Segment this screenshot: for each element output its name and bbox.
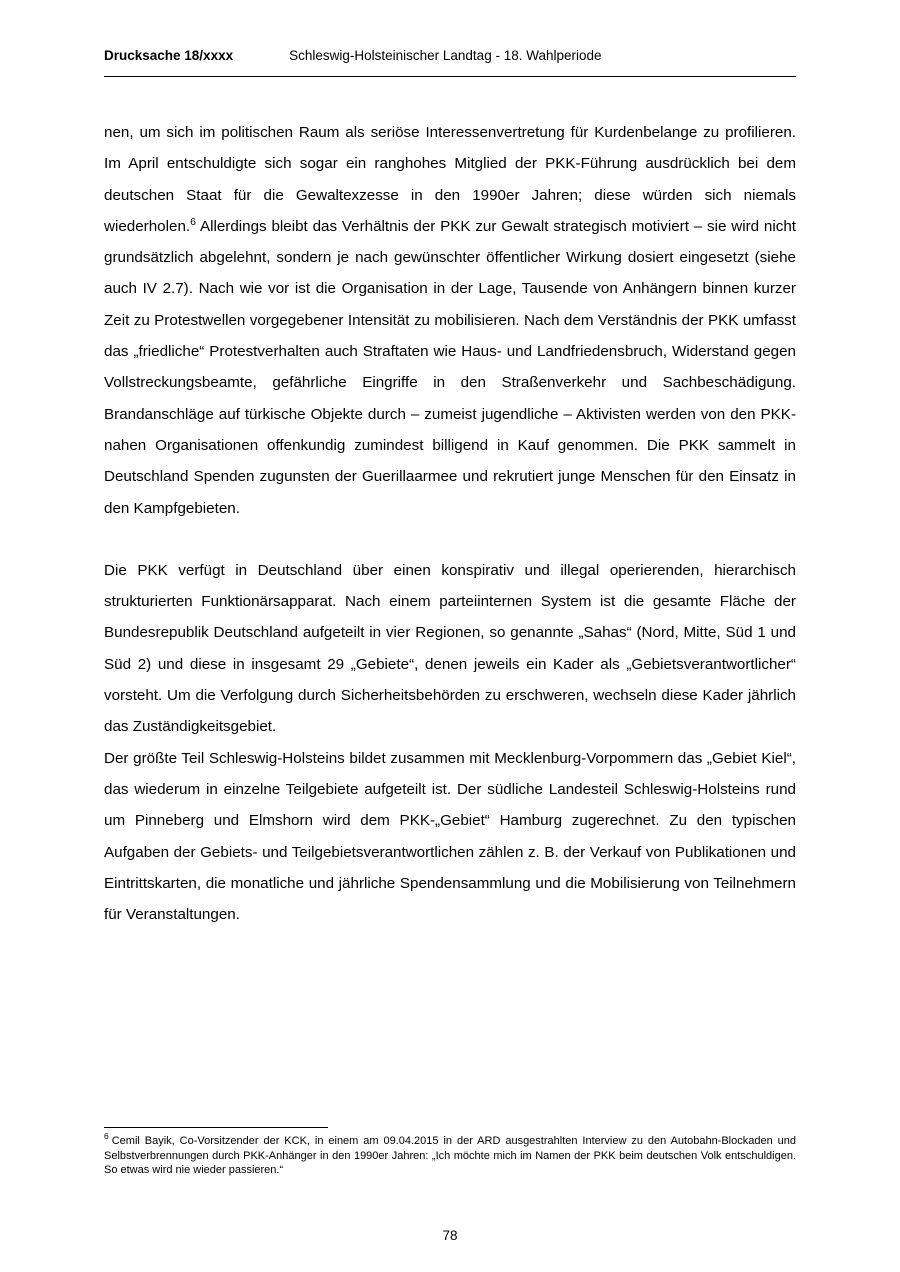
footnote-number: 6 — [104, 1131, 109, 1142]
paragraph-text-part-1: nen, um sich im politischen Raum als seriöse Interessenvertretung für Kurdenbelange zu profilieren. Im April entschuldigte sich sogar ein ranghohes Mitglied der PKK-Führung ausdrücklich bei dem deutschen Staat für die Gewaltexzesse in den 1990er Jahren; diese würden sich niemals wiederholen. — [104, 124, 796, 235]
page-number: 78 — [442, 1228, 458, 1243]
footnote-reference-marker: 6 — [190, 215, 196, 228]
paragraph-gebiet-kiel: Der größte Teil Schleswig-Holsteins bildet zusammen mit Mecklenburg-Vorpommern das „Gebiet Kiel“, das wiederum in einzelne Teilgebiete aufgeteilt ist. Der südliche Landesteil Schleswig-Holsteins rund um Pinneberg und Elmshorn wird dem PKK-„Gebiet“ Hamburg zugerechnet. Zu den typischen Aufgaben der Gebiets- und Teilgebietsverantwortlichen zählen z. B. der Verkauf von Publikationen und Eintrittskarten, die monatliche und jährliche Spendensammlung und die Mobilisierung von Teilnehmern für Veranstaltungen. — [104, 749, 796, 924]
page-header — [104, 48, 796, 63]
paragraph-continuation — [104, 117, 796, 524]
paragraph-text-part-2: Allerdings bleibt das Verhältnis der PKK zur Gewalt strategisch motiviert – sie wird nicht grundsätzlich abgelehnt, sondern je nach gewünschter öffentlicher Wirkung dosiert eingesetzt (siehe auch IV 2.7). Nach wie vor ist die Organisation in der Lage, Tausende von Anhängern binnen kurzer Zeit zu Protestwellen vorgegebener Intensität zu mobilisieren. Nach dem Verständnis der PKK umfasst das „friedliche“ Protestverhalten auch Straftaten wie Haus- und Landfriedensbruch, Widerstand gegen Vollstreckungsbeamte, gefährliche Eingriffe in den Straßenverkehr und Sachbeschädigung. Brandanschläge auf türkische Objekte durch – zumeist jugendliche – Aktivisten werden von den PKK-nahen Organisationen offenkundig zumindest billigend in Kauf genommen. Die PKK sammelt in Deutschland Spenden zugunsten der Guerillaarmee und rekrutiert junge Menschen für den Einsatz in den Kampfgebieten. — [104, 217, 796, 517]
header-divider — [104, 76, 796, 77]
footnote-entry — [104, 1131, 796, 1178]
document-body — [104, 117, 796, 930]
footnote-text: Cemil Bayik, Co-Vorsitzender der KCK, in einem am 09.04.2015 in der ARD ausgestrahlten Interview zu den Autobahn-Blockaden und Selbstverbrennungen durch PKK-Anhänger in den 1990er Jahren: „Ich möchte mich im Namen der PKK beim deutschen Volk entschuldigen. So etwas wird nie wieder passieren.“ — [104, 1135, 796, 1177]
paragraph-organisation-structure: Die PKK verfügt in Deutschland über einen konspirativ und illegal operierenden, hierarchisch strukturierten Funktionärsapparat. Nach einem parteiinternen System ist die gesamte Fläche der Bundesrepublik Deutschland aufgeteilt in vier Regionen, so genannte „Sahas“ (Nord, Mitte, Süd 1 und Süd 2) und diese in insgesamt 29 „Gebiete“, denen jeweils ein Kader als „Gebietsverantwortlicher“ vorsteht. Um die Verfolgung durch Sicherheitsbehörden zu erschweren, wechseln diese Kader jährlich das Zuständigkeitsgebiet. — [104, 561, 796, 736]
header-document-number: Drucksache 18/xxxx — [104, 48, 234, 63]
header-parliament-title: Schleswig-Holsteinischer Landtag - 18. Wahlperiode — [289, 48, 602, 63]
footnote-separator — [104, 1127, 328, 1128]
